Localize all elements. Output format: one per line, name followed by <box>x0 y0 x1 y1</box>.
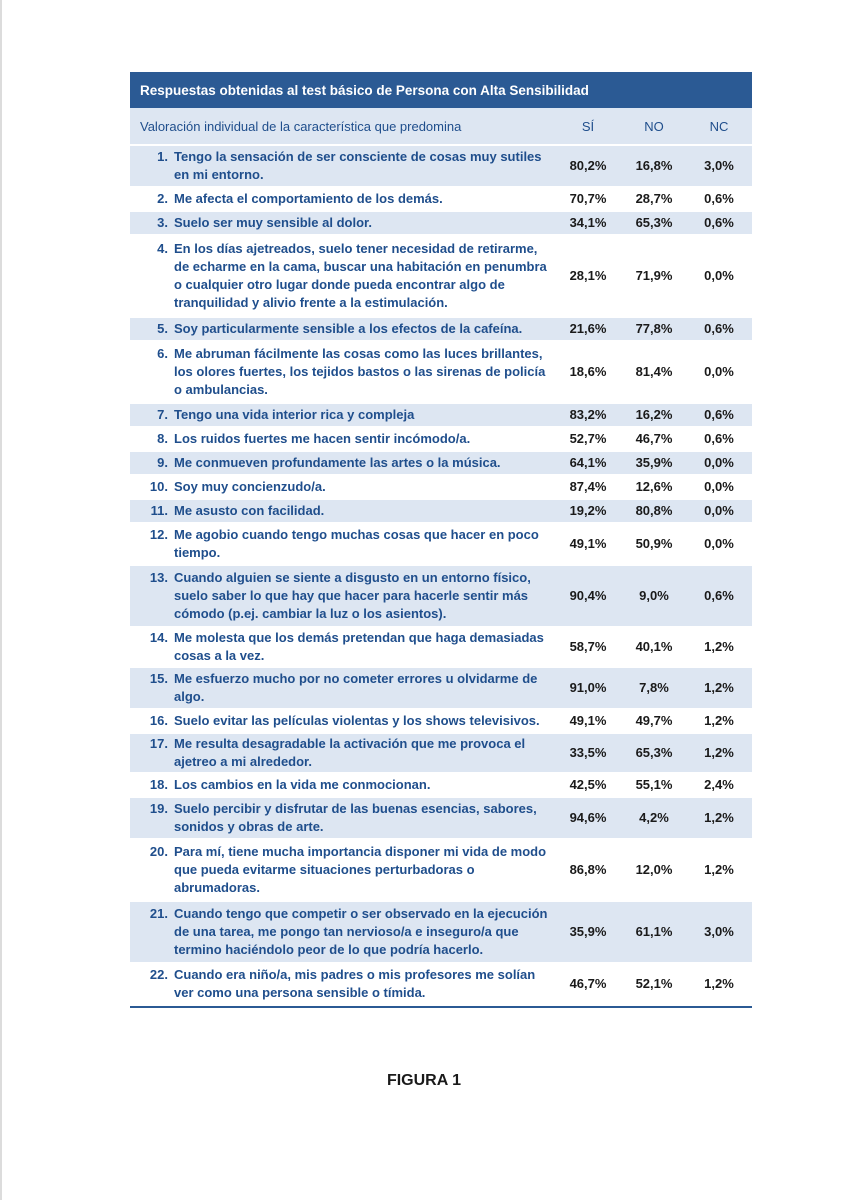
question-text: Me afecta el comportamiento de los demás. <box>174 191 443 206</box>
scan-edge <box>0 0 2 1200</box>
value-si: 64,1% <box>569 455 607 470</box>
question-number: 21. <box>149 906 168 921</box>
value-nc: 0,6% <box>704 215 734 230</box>
value-nc: 1,2% <box>704 810 734 825</box>
header-si: SÍ <box>581 118 595 134</box>
value-si: 21,6% <box>569 321 607 336</box>
value-si: 83,2% <box>569 407 607 422</box>
question-text: Me asusto con facilidad. <box>174 503 325 518</box>
value-no: 77,8% <box>635 321 673 336</box>
question-cell <box>130 146 554 186</box>
question-text: Me conmueven profundamente las artes o la música. <box>174 455 501 470</box>
question-number: 3. <box>157 215 168 230</box>
question-number: 6. <box>157 346 168 361</box>
value-si: 58,7% <box>569 639 607 654</box>
question-text: Soy muy concienzudo/a. <box>174 479 326 494</box>
question-number: 11. <box>150 503 168 518</box>
value-si: 19,2% <box>569 503 607 518</box>
question-cell <box>130 798 554 838</box>
table-row <box>130 234 752 316</box>
value-no: 7,8% <box>639 680 669 695</box>
table-row <box>130 186 752 210</box>
value-si: 49,1% <box>569 536 607 551</box>
header-no: NO <box>644 118 664 134</box>
table-row <box>130 316 752 340</box>
value-nc: 0,6% <box>704 431 734 446</box>
value-no: 16,2% <box>635 407 673 422</box>
header-label: Valoración individual de la característica que predomina <box>140 118 462 134</box>
value-si: 49,1% <box>569 713 607 728</box>
value-nc: 0,6% <box>704 191 734 206</box>
table-bottom-rule <box>130 1006 752 1008</box>
value-si: 90,4% <box>569 588 607 603</box>
question-number: 15. <box>149 671 168 686</box>
question-number: 14. <box>149 630 168 645</box>
value-no: 50,9% <box>635 536 673 551</box>
question-cell <box>130 238 554 314</box>
figure-caption: FIGURA 1 <box>386 1072 462 1089</box>
question-cell <box>130 452 554 474</box>
question-cell <box>130 428 554 450</box>
question-text: Soy particularmente sensible a los efectos de la cafeína. <box>174 321 523 336</box>
value-si: 46,7% <box>569 976 607 991</box>
question-number: 12. <box>149 527 168 542</box>
table-row <box>130 796 752 838</box>
value-no: 40,1% <box>635 639 673 654</box>
value-nc: 1,2% <box>704 862 734 877</box>
value-si: 18,6% <box>569 364 607 379</box>
question-number: 19. <box>149 801 168 816</box>
value-si: 86,8% <box>569 862 607 877</box>
table-row <box>130 340 752 402</box>
question-cell <box>130 343 554 401</box>
question-cell <box>130 524 554 564</box>
value-si: 91,0% <box>569 680 607 695</box>
question-number: 5. <box>157 321 168 336</box>
value-nc: 0,0% <box>704 455 734 470</box>
table-row <box>130 498 752 522</box>
question-number: 4. <box>157 241 168 256</box>
question-text: Cuando tengo que competir o ser observado en la ejecución de una tarea, me pongo tan nervioso/a e inseguro/a que termino haciéndolo peor de lo que podría hacerlo. <box>174 906 548 957</box>
question-cell <box>130 318 554 340</box>
value-si: 52,7% <box>569 431 607 446</box>
value-nc: 1,2% <box>704 745 734 760</box>
table-row <box>130 626 752 666</box>
question-text: Para mí, tiene mucha importancia disponer mi vida de modo que pueda evitarme situaciones perturbadoras o abrumadoras. <box>174 844 547 895</box>
value-no: 49,7% <box>635 713 673 728</box>
value-no: 12,0% <box>635 862 673 877</box>
table-row <box>130 522 752 564</box>
question-text: Tengo la sensación de ser consciente de cosas muy sutiles en mi entorno. <box>174 149 542 182</box>
question-number: 13. <box>149 570 168 585</box>
question-number: 18. <box>149 777 168 792</box>
value-si: 94,6% <box>569 810 607 825</box>
question-cell <box>130 733 554 773</box>
value-no: 16,8% <box>635 158 673 173</box>
value-nc: 0,6% <box>704 588 734 603</box>
value-nc: 0,0% <box>704 364 734 379</box>
results-table <box>130 72 752 1008</box>
question-text: Suelo ser muy sensible al dolor. <box>174 215 372 230</box>
question-text: Me esfuerzo mucho por no cometer errores u olvidarme de algo. <box>174 671 538 704</box>
value-no: 80,8% <box>635 503 673 518</box>
value-no: 65,3% <box>635 215 673 230</box>
table-row <box>130 666 752 708</box>
value-no: 28,7% <box>635 191 673 206</box>
table-row <box>130 426 752 450</box>
value-si: 70,7% <box>569 191 607 206</box>
question-text: Me agobio cuando tengo muchas cosas que hacer en poco tiempo. <box>174 527 539 560</box>
question-text: Me resulta desagradable la activación que me provoca el ajetreo a mi alrededor. <box>174 736 526 769</box>
question-number: 20. <box>149 844 168 859</box>
value-si: 80,2% <box>569 158 607 173</box>
value-no: 65,3% <box>635 745 673 760</box>
value-no: 9,0% <box>639 588 669 603</box>
value-no: 55,1% <box>635 777 673 792</box>
value-nc: 0,6% <box>704 407 734 422</box>
table-row <box>130 900 752 962</box>
table-row <box>130 474 752 498</box>
question-number: 1. <box>157 149 168 164</box>
value-nc: 1,2% <box>704 713 734 728</box>
value-nc: 1,2% <box>704 639 734 654</box>
value-no: 4,2% <box>639 810 669 825</box>
value-si: 87,4% <box>569 479 607 494</box>
table-row <box>130 838 752 900</box>
question-cell <box>130 188 554 210</box>
value-nc: 0,0% <box>704 536 734 551</box>
table-row <box>130 564 752 626</box>
question-number: 16. <box>149 713 168 728</box>
question-number: 10. <box>149 479 168 494</box>
question-text: Suelo evitar las películas violentas y los shows televisivos. <box>174 713 540 728</box>
question-text: Tengo una vida interior rica y compleja <box>174 407 415 422</box>
value-si: 33,5% <box>569 745 607 760</box>
question-cell <box>130 500 554 522</box>
value-nc: 3,0% <box>704 158 734 173</box>
table-header <box>130 108 752 144</box>
value-nc: 3,0% <box>704 924 734 939</box>
value-nc: 1,2% <box>704 976 734 991</box>
question-text: Los ruidos fuertes me hacen sentir incómodo/a. <box>174 431 471 446</box>
table-row <box>130 450 752 474</box>
table-row <box>130 144 752 186</box>
question-number: 8. <box>157 431 168 446</box>
question-cell <box>130 404 554 426</box>
value-nc: 0,0% <box>704 479 734 494</box>
question-text: Me abruman fácilmente las cosas como las luces brillantes, los olores fuertes, los tejidos bastos o las sirenas de policía o ambulancias. <box>174 346 546 397</box>
table-row <box>130 962 752 1004</box>
question-text: Cuando era niño/a, mis padres o mis profesores me solían ver como una persona sensible o tímida. <box>174 967 536 1000</box>
question-number: 2. <box>157 191 168 206</box>
header-nc: NC <box>709 118 729 134</box>
question-number: 17. <box>149 736 168 751</box>
table-row <box>130 732 752 772</box>
question-cell <box>130 964 554 1004</box>
question-cell <box>130 212 554 234</box>
question-cell <box>130 903 554 961</box>
value-no: 46,7% <box>635 431 673 446</box>
question-cell <box>130 710 554 732</box>
table-row <box>130 772 752 796</box>
table-row <box>130 210 752 234</box>
question-number: 9. <box>157 455 168 470</box>
question-number: 22. <box>149 967 168 982</box>
value-si: 35,9% <box>569 924 607 939</box>
value-nc: 0,0% <box>704 268 734 283</box>
value-no: 61,1% <box>635 924 673 939</box>
question-cell <box>130 567 554 625</box>
question-cell <box>130 774 554 796</box>
question-cell <box>130 476 554 498</box>
value-no: 71,9% <box>635 268 673 283</box>
value-no: 35,9% <box>635 455 673 470</box>
value-no: 12,6% <box>635 479 673 494</box>
value-si: 42,5% <box>569 777 607 792</box>
question-number: 7. <box>157 407 168 422</box>
question-cell <box>130 627 554 667</box>
question-cell <box>130 668 554 708</box>
table-row <box>130 402 752 426</box>
table-title: Respuestas obtenidas al test básico de Persona con Alta Sensibilidad <box>130 72 752 108</box>
question-text: Me molesta que los demás pretendan que haga demasiadas cosas a la vez. <box>174 630 544 663</box>
table-body <box>130 144 752 1004</box>
value-nc: 0,0% <box>704 503 734 518</box>
question-text: Cuando alguien se siente a disgusto en un entorno físico, suelo saber lo que hay que hacer para hacerle sentir más cómodo (p.ej. cambiar la luz o los asientos). <box>174 570 531 621</box>
question-text: Suelo percibir y disfrutar de las buenas esencias, sabores, sonidos y obras de arte. <box>174 801 537 834</box>
table-row <box>130 708 752 732</box>
value-no: 81,4% <box>635 364 673 379</box>
value-nc: 1,2% <box>704 680 734 695</box>
question-text: En los días ajetreados, suelo tener necesidad de retirarme, de echarme en la cama, buscar una habitación en penumbra o cualquier otro lugar donde pueda encontrar algo de tranquilidad y alivio frente a la estimulación. <box>174 241 547 310</box>
value-no: 52,1% <box>635 976 673 991</box>
question-text: Los cambios en la vida me conmocionan. <box>174 777 431 792</box>
value-nc: 2,4% <box>704 777 734 792</box>
question-cell <box>130 841 554 899</box>
value-si: 28,1% <box>569 268 607 283</box>
value-nc: 0,6% <box>704 321 734 336</box>
value-si: 34,1% <box>569 215 607 230</box>
